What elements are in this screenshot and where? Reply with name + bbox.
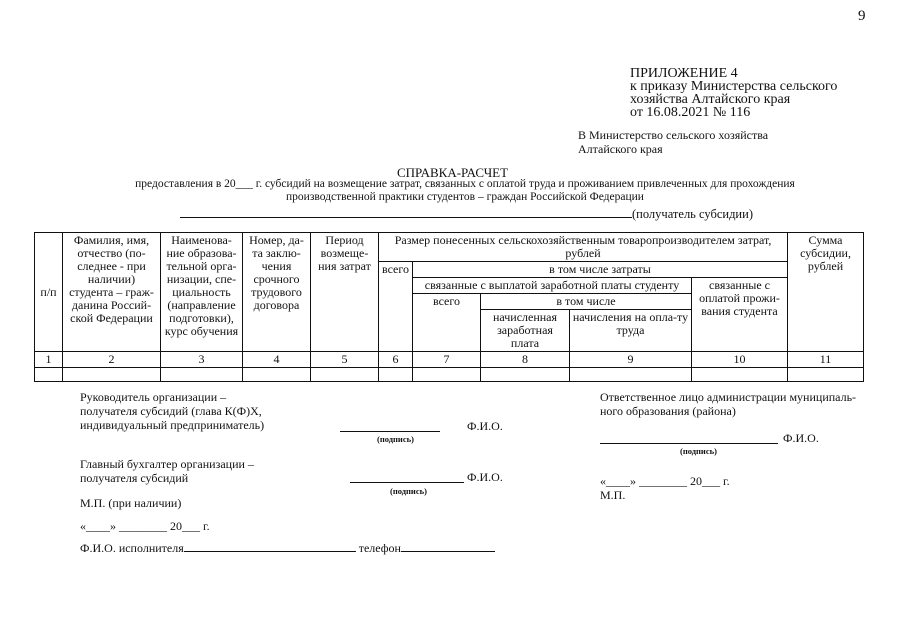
recipient-field: [180, 206, 753, 222]
col-number: 11: [788, 352, 864, 368]
header-name: Фамилия, имя, отчество (по-следнее - при наличии) студента – граж-данина Россий-ской Федерации: [63, 233, 161, 352]
header-num: п/п: [35, 233, 63, 352]
stamp-label: М.П.: [600, 488, 626, 502]
empty-cell[interactable]: [570, 368, 692, 382]
stamp-optional: М.П. (при наличии): [80, 496, 182, 510]
executor-line: [184, 539, 356, 552]
header-including: в том числе затраты: [413, 262, 788, 278]
empty-cell[interactable]: [243, 368, 311, 382]
responsible-fio-label: Ф.И.О.: [783, 431, 819, 445]
col-number: 9: [570, 352, 692, 368]
header-period: Период возмеще-ния затрат: [311, 233, 379, 352]
executor-row: [80, 539, 495, 556]
col-number: 10: [692, 352, 788, 368]
col-number: 6: [379, 352, 413, 368]
phone-label: телефон: [358, 541, 401, 555]
empty-cell[interactable]: [788, 368, 864, 382]
header-wage-total: всего: [413, 294, 481, 352]
header-wage-related: связанные с выплатой заработной платы студенту: [413, 278, 692, 294]
executor-label: Ф.И.О. исполнителя: [80, 541, 184, 555]
signature-caption: (подпись): [390, 486, 427, 496]
col-number: 3: [161, 352, 243, 368]
addressee-line: В Министерство сельского хозяйства: [578, 128, 769, 142]
empty-cell[interactable]: [379, 368, 413, 382]
accountant-signature-line: [350, 482, 464, 483]
document-subtitle: [80, 178, 850, 204]
empty-cell[interactable]: [311, 368, 379, 382]
signature-label-line: ного образования (района): [600, 404, 736, 418]
header-costs: Размер понесенных сельскохозяйственным товаропроизводителем затрат, рублей: [379, 233, 788, 262]
subtitle-line: предоставления в 20___ г. субсидий на возмещение затрат, связанных с оплатой труда и проживанием привлеченных для прохождения: [135, 178, 795, 190]
signature-label-line: Ответственное лицо администрации муниципаль-: [600, 390, 857, 404]
signature-label-line: получателя субсидий: [80, 471, 189, 485]
col-number: 1: [35, 352, 63, 368]
appendix-title: ПРИЛОЖЕНИЕ 4: [630, 66, 738, 81]
col-number: 5: [311, 352, 379, 368]
signature-label-line: Главный бухгалтер организации –: [80, 457, 254, 471]
empty-cell[interactable]: [692, 368, 788, 382]
recipient-line: [180, 206, 632, 218]
addressee-line: Алтайского края: [578, 142, 663, 156]
recipient-label: (получатель субсидии): [632, 207, 753, 221]
subtitle-line: производственной практики студентов – граждан Российской Федерации: [286, 191, 644, 203]
appendix-line: к приказу Министерства сельского: [630, 79, 838, 94]
empty-cell[interactable]: [161, 368, 243, 382]
date-line-right: «____» ________ 20___ г.: [600, 474, 730, 488]
header-institution: Наименова-ние образова-тельной орга-низации, спе-циальность (направление подготовки), курс обучения: [161, 233, 243, 352]
calculation-table: [34, 232, 864, 382]
accountant-fio-label: Ф.И.О.: [467, 470, 503, 484]
appendix-block: [630, 67, 837, 119]
accountant-signature-label: [80, 457, 254, 485]
addressee: [578, 128, 768, 156]
date-line-left: «____» ________ 20___ г.: [80, 519, 210, 533]
phone-line: [401, 539, 495, 552]
col-number: 7: [413, 352, 481, 368]
head-fio-label: Ф.И.О.: [467, 419, 503, 433]
document-title: СПРАВКА-РАСЧЕТ: [396, 165, 509, 180]
header-total: всего: [379, 262, 413, 352]
col-number: 8: [481, 352, 570, 368]
col-number: 2: [63, 352, 161, 368]
header-including-2: в том числе: [481, 294, 692, 310]
signature-label-line: получателя субсидий (глава К(Ф)Х,: [80, 404, 262, 418]
page-number: 9: [858, 8, 866, 24]
signature-label-line: Руководитель организации –: [80, 390, 227, 404]
appendix-line: хозяйства Алтайского края: [630, 92, 791, 107]
header-wage-contributions: начисления на опла-ту труда: [570, 310, 692, 352]
signature-caption: (подпись): [680, 446, 717, 456]
empty-cell[interactable]: [35, 368, 63, 382]
empty-cell[interactable]: [413, 368, 481, 382]
header-housing: связанные с оплатой прожи-вания студента: [692, 278, 788, 352]
col-number: 4: [243, 352, 311, 368]
head-signature-label: [80, 390, 264, 432]
empty-cell[interactable]: [481, 368, 570, 382]
signature-label-line: индивидуальный предприниматель): [80, 418, 265, 432]
header-contract: Номер, да-та заклю-чения срочного трудового договора: [243, 233, 311, 352]
signature-caption: (подпись): [377, 434, 414, 444]
responsible-signature-line: [600, 443, 778, 444]
header-accrued-wage: начисленная заработная плата: [481, 310, 570, 352]
appendix-line: от 16.08.2021 № 116: [630, 105, 751, 120]
head-signature-line: [340, 431, 440, 432]
empty-cell[interactable]: [63, 368, 161, 382]
header-subsidy-sum: Сумма субсидии, рублей: [788, 233, 864, 352]
responsible-person-label: [600, 390, 856, 418]
